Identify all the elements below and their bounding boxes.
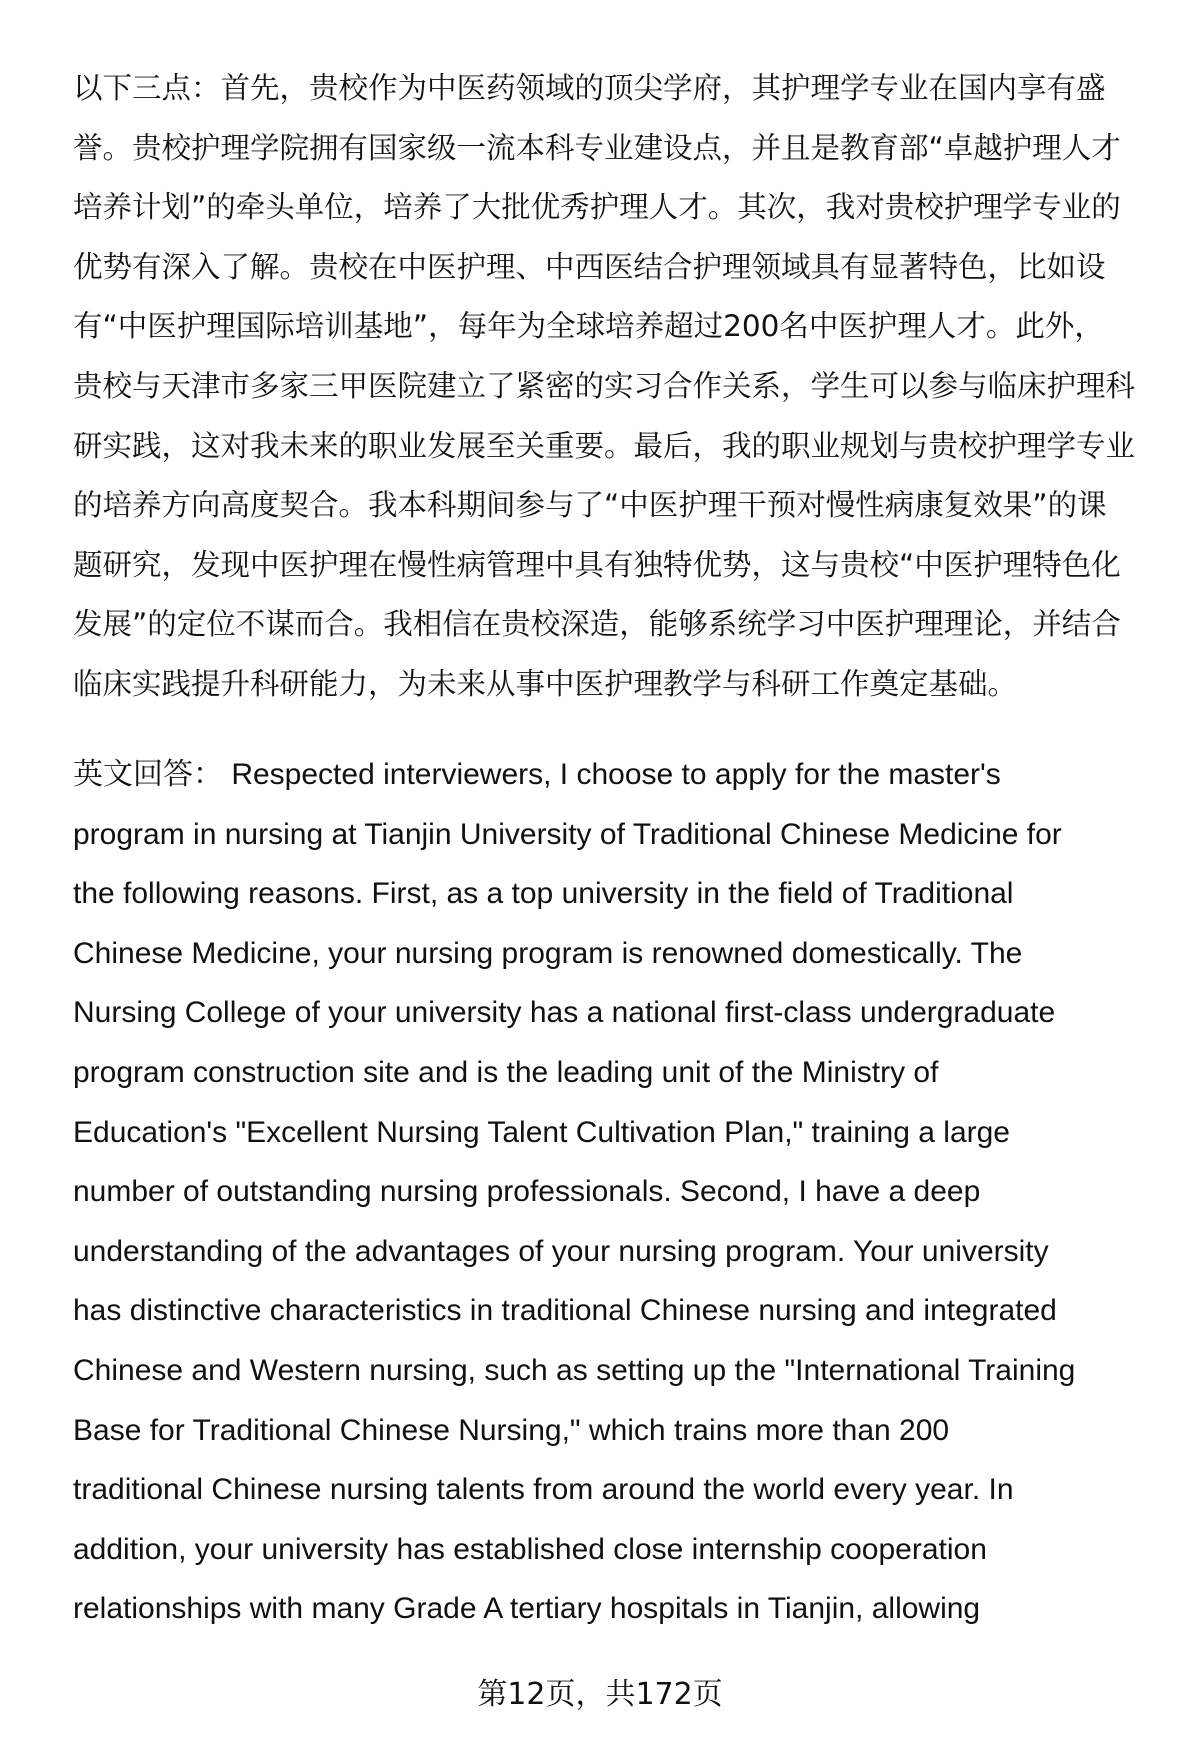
text-line: 英文回答： Respected interviewers, I choose to apply for the master's: [73, 758, 1001, 791]
text-line: Base for Traditional Chinese Nursing," which trains more than 200: [73, 1413, 950, 1447]
text-line: 有“中医护理国际培训基地”，每年为全球培养超过200名中医护理人才。此外，: [73, 309, 1104, 344]
text-line: 培养计划”的牵头单位，培养了大批优秀护理人才。其次，我对贵校护理学专业的: [73, 190, 1121, 225]
text-line: 题研究，发现中医护理在慢性病管理中具有独特优势，这与贵校“中医护理特色化: [73, 547, 1121, 582]
text-line: 贵校与天津市多家三甲医院建立了紧密的实习合作关系，学生可以参与临床护理科: [73, 369, 1136, 403]
text-line: program construction site and is the leading unit of the Ministry of: [73, 1056, 939, 1089]
text-line: 临床实践提升科研能力，为未来从事中医护理教学与科研工作奠定基础。: [73, 667, 1018, 701]
text-line: 以下三点：首先，贵校作为中医药领域的顶尖学府，其护理学专业在国内享有盛: [73, 71, 1106, 105]
page-number: 第12页，共172页: [477, 1677, 723, 1712]
text-line: 发展”的定位不谋而合。我相信在贵校深造，能够系统学习中医护理理论，并结合: [73, 607, 1121, 642]
text-line: addition, your university has established close internship cooperation: [73, 1532, 987, 1566]
text-line: 誉。贵校护理学院拥有国家级一流本科专业建设点，并且是教育部“卓越护理人才: [73, 130, 1121, 165]
text-line: the following reasons. First, as a top university in the field of Traditional: [73, 877, 1014, 911]
text-line: 的培养方向高度契合。我本科期间参与了“中医护理干预对慢性病康复效果”的课: [73, 488, 1107, 523]
text-line: has distinctive characteristics in traditional Chinese nursing and integrated: [73, 1294, 1057, 1328]
text-line: relationships with many Grade A tertiary hospitals in Tianjin, allowing: [73, 1592, 981, 1626]
text-line: 优势有深入了解。贵校在中医护理、中西医结合护理领域具有显著特色，比如设: [73, 249, 1106, 284]
text-line: Nursing College of your university has a national first-class undergraduate: [73, 996, 1056, 1030]
text-line: 研实践，这对我未来的职业发展至关重要。最后，我的职业规划与贵校护理学专业: [73, 428, 1136, 463]
text-line: Education's "Excellent Nursing Talent Cultivation Plan," training a large: [73, 1115, 1010, 1149]
text-line: Chinese Medicine, your nursing program is renowned domestically. The: [73, 936, 1023, 970]
text-line: program in nursing at Tianjin University of Traditional Chinese Medicine for: [73, 817, 1062, 851]
text-line: number of outstanding nursing professionals. Second, I have a deep: [73, 1175, 981, 1209]
text-line: understanding of the advantages of your nursing program. Your university: [73, 1234, 1049, 1268]
text-line: Chinese and Western nursing, such as setting up the "International Training: [73, 1354, 1076, 1387]
text-line: traditional Chinese nursing talents from around the world every year. In: [73, 1473, 1014, 1507]
